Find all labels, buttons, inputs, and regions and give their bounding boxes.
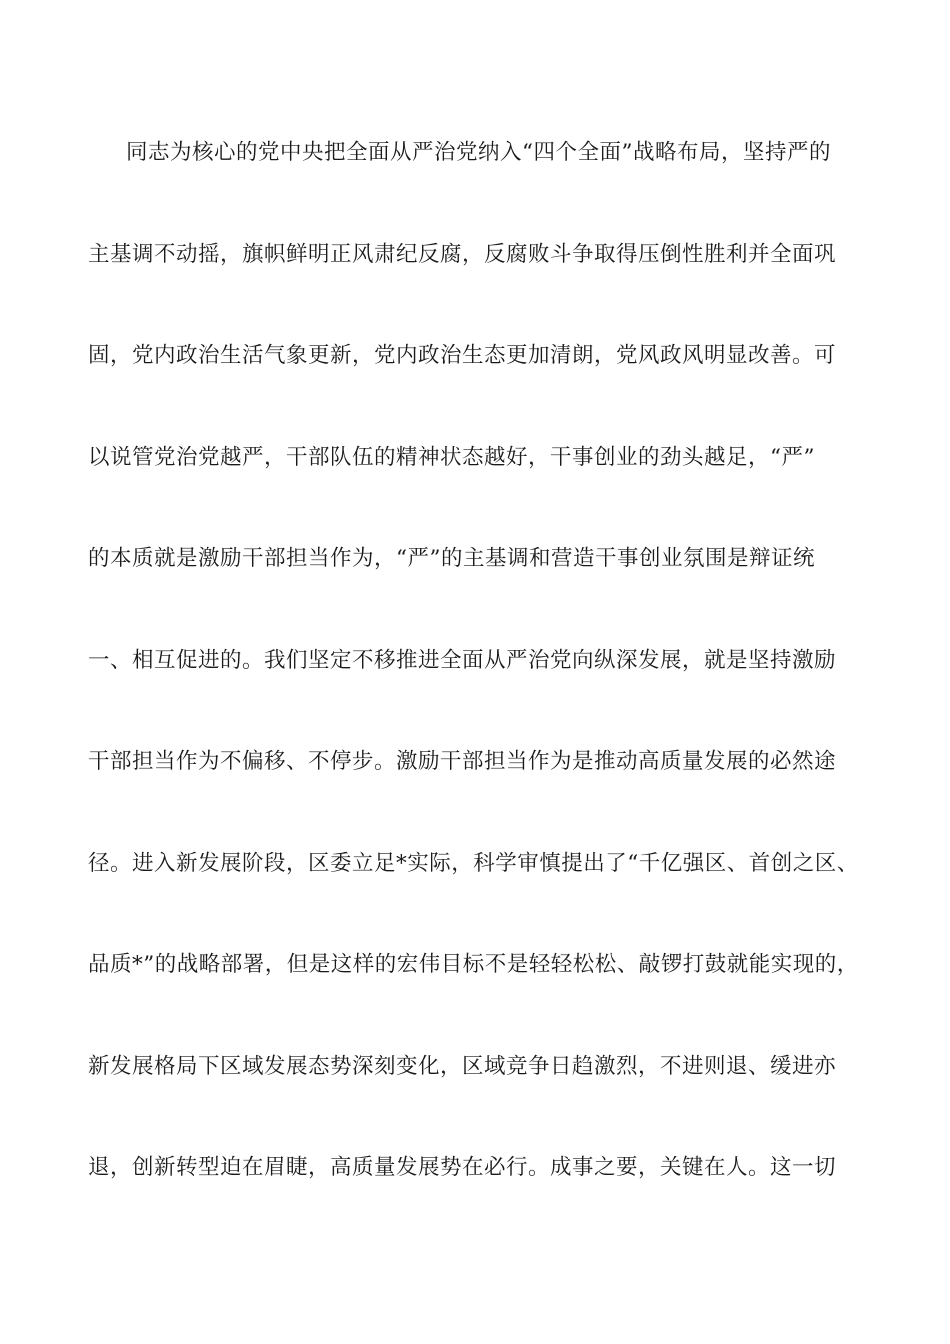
text-line: 主基调不动摇，旗帜鲜明正风肃纪反腐，反腐败斗争取得压倒性胜利并全面巩 xyxy=(88,241,837,267)
text-line: 固，党内政治生活气象更新，党内政治生态更加清朗，党风政风明显改善。可 xyxy=(88,343,837,368)
text-line: 以说管党治党越严，干部队伍的精神状态越好，干事创业的劲头越足，“严” xyxy=(88,444,815,470)
text-line: 同志为核心的党中央把全面从严治党纳入“四个全面”战略布局，坚持严的 xyxy=(126,140,831,165)
text-line: 一、相互促进的。我们坚定不移推进全面从严治党向纵深发展，就是坚持激励 xyxy=(88,647,837,673)
text-line: 新发展格局下区域发展态势深刻变化，区域竞争日趋激烈，不进则退、缓进亦 xyxy=(88,1053,837,1079)
text-line: 径。进入新发展阶段，区委立足*实际，科学审慎提出了“千亿强区、首创之区、 xyxy=(88,850,859,876)
text-line: 退，创新转型迫在眉睫，高质量发展势在必行。成事之要，关键在人。这一切 xyxy=(88,1155,837,1180)
text-line: 干部担当作为不偏移、不停步。激励干部担当作为是推动高质量发展的必然途 xyxy=(88,749,837,774)
text-line: 的本质就是激励干部担当作为，“严”的主基调和营造干事创业氛围是辩证统 xyxy=(88,546,815,571)
document-body xyxy=(88,136,868,1253)
text-line: 品质*”的战略部署，但是这样的宏伟目标不是轻轻松松、敲锣打鼓就能实现的， xyxy=(88,952,859,977)
